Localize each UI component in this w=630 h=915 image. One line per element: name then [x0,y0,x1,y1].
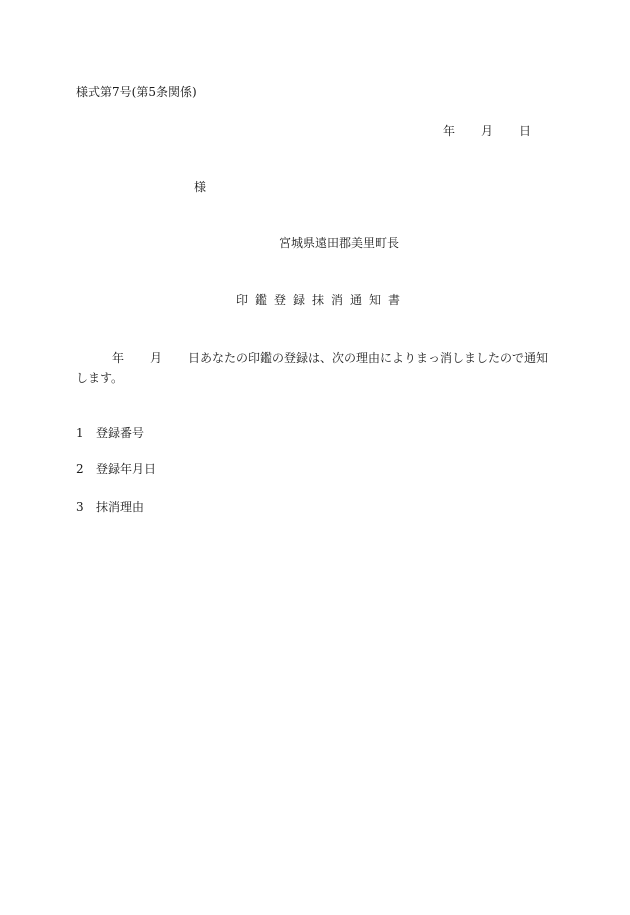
item-label: 登録番号 [96,426,145,440]
notice-body [76,348,556,388]
date-year: 年 [443,124,456,138]
document-title: 印鑑登録抹消通知書 [236,293,408,307]
list-item [76,461,156,477]
item-number: 2 [76,462,84,476]
form-label: 様式第7号(第5条関係) [76,85,197,99]
item-label: 登録年月日 [96,462,157,476]
date-month: 月 [481,124,494,138]
body-text: 日あなたの印鑑の登録は、次の理由によりまっ消しましたので通知します。 [76,351,549,385]
date-line [443,123,531,139]
recipient-suffix: 様 [194,180,207,194]
list-item [76,499,144,515]
list-item [76,425,144,441]
issuer-name: 宮城県遠田郡美里町長 [279,236,400,250]
item-label: 抹消理由 [96,500,145,514]
body-month: 月 [150,351,163,365]
date-day: 日 [519,124,532,138]
item-number: 3 [76,500,84,514]
item-number: 1 [76,426,84,440]
body-year: 年 [112,351,125,365]
